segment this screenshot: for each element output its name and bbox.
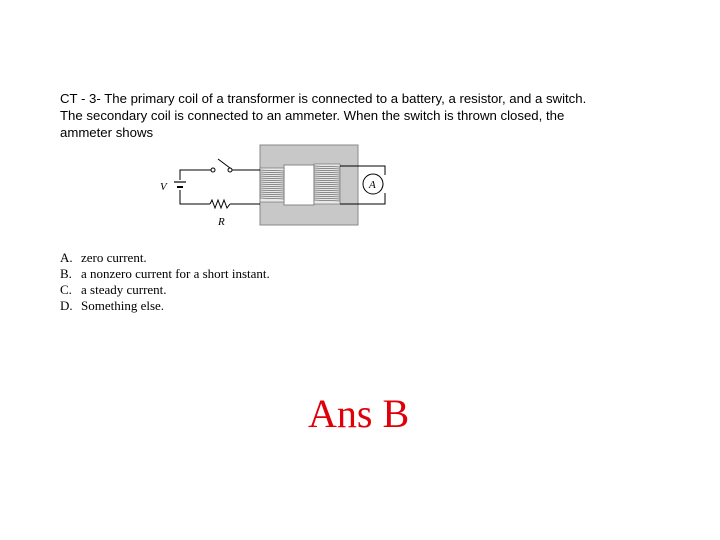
resistor-label: R (218, 216, 225, 228)
answer-options (60, 250, 270, 314)
switch (211, 159, 232, 172)
transformer-circuit-diagram (150, 140, 400, 235)
secondary-coil (314, 164, 340, 204)
question-line-3: ammeter shows (60, 125, 154, 140)
answer-text: Ans B (308, 391, 410, 436)
ammeter-label: A (369, 179, 376, 191)
primary-coil (260, 168, 284, 202)
option-a: A. zero current. (60, 250, 147, 265)
option-d: D. Something else. (60, 298, 165, 313)
question-text (60, 90, 660, 141)
resistor-symbol (210, 200, 230, 208)
question-line-2: The secondary coil is connected to an ammeter. When the switch is thrown closed, the (60, 108, 565, 123)
option-c: C. a steady current. (60, 282, 167, 297)
core-window (284, 165, 314, 205)
battery-symbol (174, 182, 186, 187)
option-b: B. a nonzero current for a short instant. (60, 266, 270, 281)
question-line-1: CT - 3- The primary coil of a transformer is connected to a battery, a resistor, and a switch. (60, 91, 587, 106)
battery-label: V (160, 181, 167, 193)
primary-wires (180, 170, 260, 204)
